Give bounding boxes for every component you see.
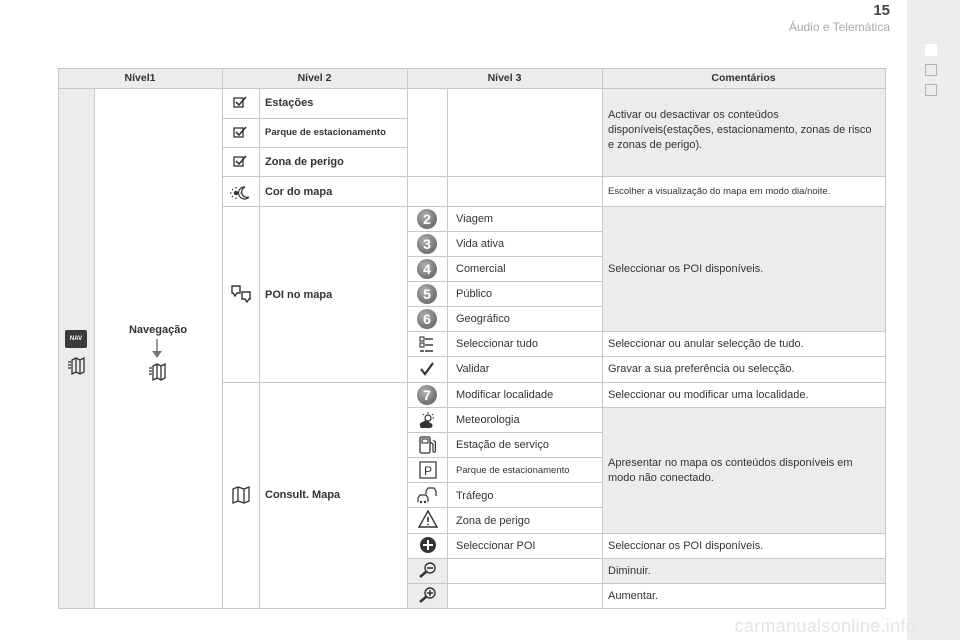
- parking-icon[interactable]: [418, 460, 438, 480]
- warning-icon[interactable]: [417, 509, 439, 529]
- column-header-comments: Comentários: [711, 72, 776, 84]
- column-header-level3: Nível 3: [487, 72, 522, 84]
- level1-label: Navegação: [128, 324, 188, 336]
- item-estacao-servico[interactable]: Estação de serviço: [456, 439, 549, 451]
- item-consult-mapa[interactable]: Consult. Mapa: [265, 489, 341, 501]
- item-parque2[interactable]: Parque de estacionamento: [456, 465, 570, 476]
- checkbox-checked-icon[interactable]: [231, 153, 249, 169]
- item-trafego[interactable]: Tráfego: [456, 490, 494, 502]
- map-icon[interactable]: [230, 485, 252, 505]
- item-sel-poi[interactable]: Seleccionar POI: [456, 540, 536, 552]
- poi-item-publico[interactable]: Público: [456, 288, 493, 300]
- comment-validar: Gravar a sua preferência ou selecção.: [608, 363, 795, 375]
- step-number-badge: 3: [417, 234, 437, 254]
- side-tab-marker[interactable]: [925, 64, 937, 76]
- side-tab-bar: [907, 0, 960, 640]
- add-circle-icon[interactable]: [417, 535, 439, 555]
- poi-item-vida-ativa[interactable]: Vida ativa: [456, 238, 505, 250]
- section-title: Áudio e Telemática: [788, 20, 890, 34]
- item-validar[interactable]: Validar: [456, 363, 490, 375]
- map-menu-icon[interactable]: [147, 362, 169, 382]
- item-estacoes[interactable]: Estações: [265, 97, 314, 109]
- weather-icon[interactable]: [416, 410, 438, 430]
- comment-poi: Seleccionar os POI disponíveis.: [608, 263, 764, 275]
- side-tab-marker[interactable]: [925, 84, 937, 96]
- column-header-level2: Nível 2: [297, 72, 332, 84]
- checkmark-icon[interactable]: [419, 359, 435, 379]
- item-modificar[interactable]: Modificar localidade: [456, 389, 554, 401]
- comment-sel-poi: Seleccionar os POI disponíveis.: [608, 540, 764, 552]
- item-sel-tudo[interactable]: Seleccionar tudo: [456, 338, 538, 350]
- page-number: 15: [873, 2, 890, 19]
- poi-item-geografico[interactable]: Geográfico: [456, 313, 510, 325]
- step-number-badge: 7: [417, 385, 437, 405]
- step-number-badge: 4: [417, 259, 437, 279]
- zoom-in-icon[interactable]: [417, 585, 439, 605]
- comment-aumentar: Aumentar.: [608, 590, 659, 602]
- comment-activar: Activar ou desactivar os conteúdos disponíveis(estações, estacionamento, zonas de risco e zonas de perigo).: [608, 109, 872, 151]
- comment-sel-tudo: Seleccionar ou anular selecção de tudo.: [608, 338, 804, 350]
- nav-badge-icon: NAV: [65, 330, 87, 348]
- item-cor-mapa[interactable]: Cor do mapa: [265, 186, 333, 198]
- select-all-icon[interactable]: [416, 334, 438, 354]
- comment-cor: Escolher a visualização do mapa em modo dia/noite.: [608, 186, 831, 197]
- column-header-level1: Nível1: [124, 72, 156, 84]
- item-poi-mapa[interactable]: POI no mapa: [265, 289, 333, 301]
- arrow-down-icon: [150, 338, 164, 360]
- comment-diminuir: Diminuir.: [608, 565, 651, 577]
- comment-apresentar: Apresentar no mapa os conteúdos disponíveis em modo não conectado.: [608, 457, 853, 484]
- step-number-badge: 5: [417, 284, 437, 304]
- checkbox-checked-icon[interactable]: [231, 94, 249, 110]
- item-meteo[interactable]: Meteorologia: [456, 414, 520, 426]
- level1-bg: [58, 88, 94, 608]
- item-parque[interactable]: Parque de estacionamento: [265, 127, 386, 138]
- fuel-station-icon[interactable]: [417, 434, 437, 456]
- svg-text:P: P: [423, 464, 433, 478]
- step-number-badge: 2: [417, 209, 437, 229]
- poi-icon[interactable]: [229, 283, 253, 305]
- footer-watermark: carmanualsonline.info: [734, 616, 916, 636]
- item-zona2[interactable]: Zona de perigo: [456, 515, 530, 527]
- comment-modificar: Seleccionar ou modificar uma localidade.: [608, 389, 809, 401]
- step-number-badge: 6: [417, 309, 437, 329]
- traffic-icon[interactable]: [416, 485, 440, 505]
- poi-item-comercial[interactable]: Comercial: [456, 263, 506, 275]
- item-zona-perigo[interactable]: Zona de perigo: [265, 156, 344, 168]
- zoom-out-icon[interactable]: [417, 560, 439, 580]
- checkbox-checked-icon[interactable]: [231, 124, 249, 140]
- side-tab-marker-active[interactable]: [925, 44, 937, 56]
- map-menu-icon: [66, 356, 88, 376]
- poi-item-viagem[interactable]: Viagem: [456, 213, 494, 225]
- day-night-icon[interactable]: [229, 183, 251, 203]
